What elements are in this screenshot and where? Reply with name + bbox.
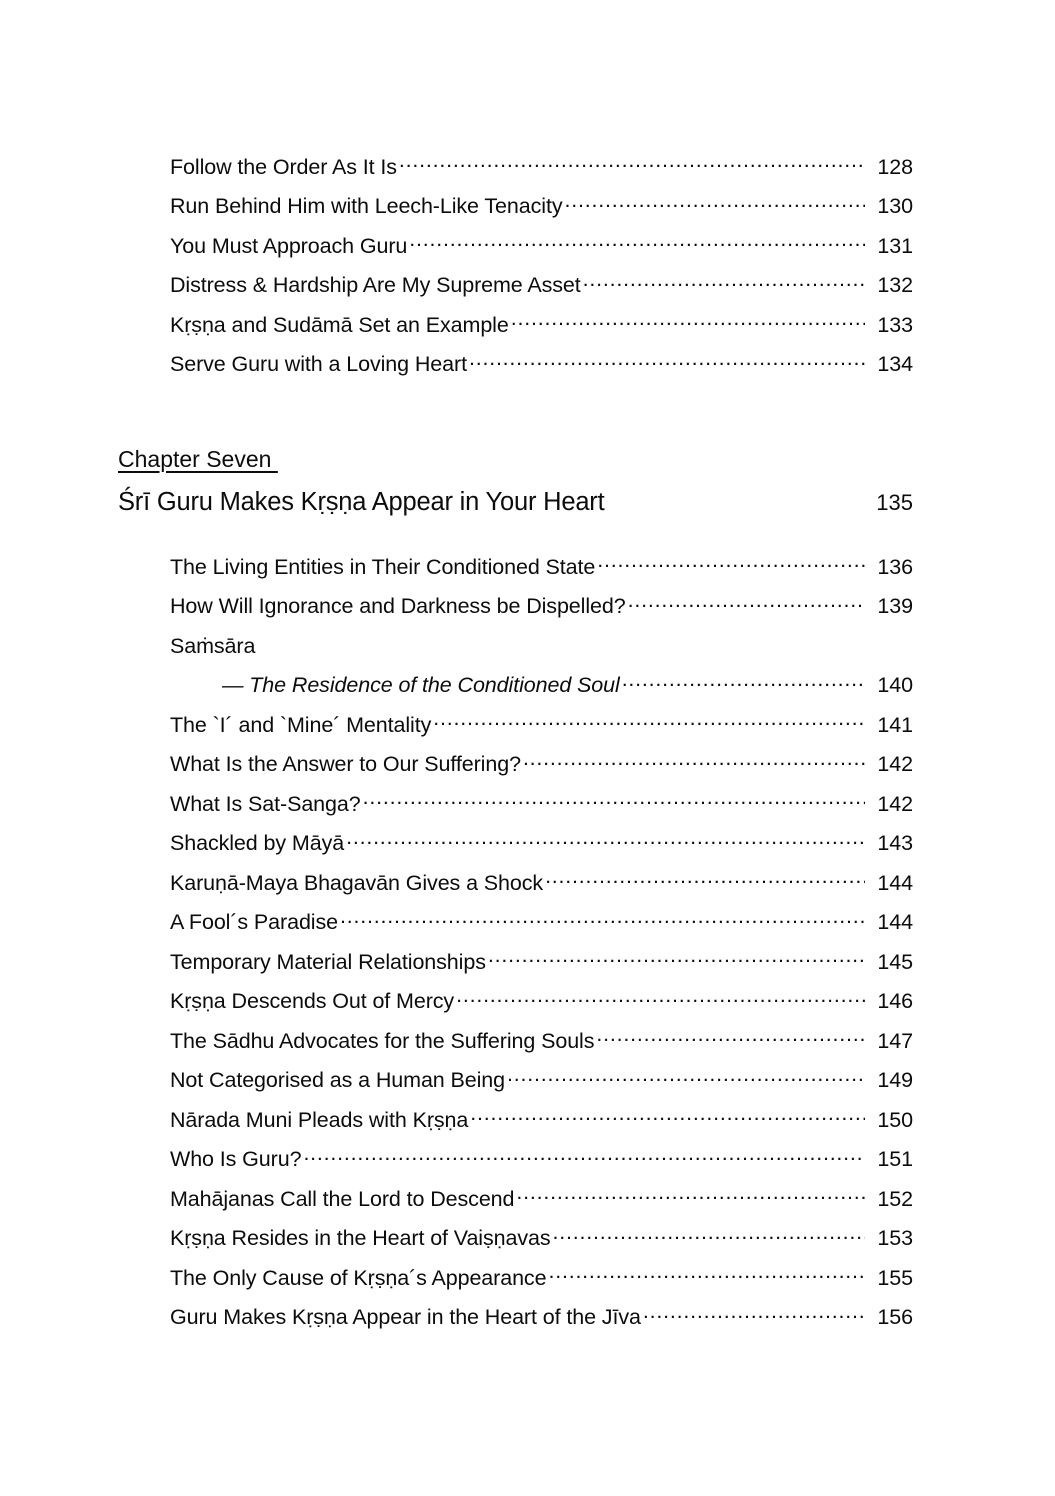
toc-entry-page-number: 131 (877, 233, 913, 258)
toc-dot-leader (545, 868, 865, 890)
toc-entry-page-number: 140 (877, 673, 913, 697)
toc-dot-leader (523, 750, 865, 772)
toc-entry-page-number: 139 (877, 594, 913, 618)
toc-entry-title: Distress & Hardship Are My Supreme Asset (170, 273, 581, 297)
toc-entry-title: Who Is Guru? (170, 1147, 302, 1171)
chapter-title-row (118, 488, 913, 517)
toc-dot-leader (507, 1066, 865, 1088)
toc-entry-page-number: 141 (877, 712, 913, 737)
toc-entry-page-number: 134 (877, 352, 913, 376)
toc-entry-title: Kṛṣṇa Descends Out of Mercy (170, 989, 455, 1013)
toc-entry[interactable] (118, 271, 913, 311)
toc-entry-page-number: 153 (877, 1226, 913, 1250)
toc-dot-leader (399, 152, 865, 174)
toc-entry-page-number: 155 (877, 1265, 913, 1290)
toc-entry[interactable] (118, 789, 913, 829)
toc-entry-page-number: 151 (877, 1147, 913, 1171)
toc-entry-title: Serve Guru with a Loving Heart (170, 352, 467, 376)
toc-entry[interactable] (118, 710, 913, 750)
toc-entry-page-number: 142 (877, 791, 913, 816)
toc-entry-page-number: 145 (877, 949, 913, 974)
toc-entry[interactable] (118, 868, 913, 908)
toc-entry[interactable] (118, 908, 913, 948)
toc-entry-title: How Will Ignorance and Darkness be Dispelled? (170, 594, 626, 618)
toc-dot-leader (628, 592, 865, 614)
toc-entry[interactable] (118, 350, 913, 390)
toc-entry[interactable] (118, 1263, 913, 1303)
toc-entry-title: Kṛṣṇa and Sudāmā Set an Example (170, 312, 509, 337)
toc-entry[interactable] (118, 947, 913, 987)
toc-entry[interactable] (118, 1026, 913, 1066)
toc-entry[interactable] (118, 750, 913, 790)
toc-dot-leader (469, 350, 865, 372)
chapter-label: Chapter Seven (118, 446, 278, 472)
toc-dot-leader (470, 1105, 865, 1127)
toc-entry[interactable] (118, 192, 913, 232)
toc-dot-leader (257, 631, 865, 653)
toc-entry[interactable] (118, 552, 913, 592)
toc-entry-title: Shackled by Māyā (170, 831, 345, 855)
toc-entry-page-number: 152 (877, 1186, 913, 1211)
toc-entry-title: A Fool´s Paradise (170, 910, 338, 934)
chapter-page-number: 135 (876, 490, 913, 515)
toc-entry-page-number: 149 (877, 1068, 913, 1092)
toc-entry-page-number: 144 (877, 910, 913, 934)
toc-entry-title: Temporary Material Relationships (170, 949, 486, 974)
toc-entry-title: Nārada Muni Pleads with Kṛṣṇa (170, 1107, 469, 1132)
toc-entry-page-number: 150 (877, 1107, 913, 1132)
toc-entry-page-number: 132 (877, 273, 913, 297)
toc-entry[interactable] (118, 829, 913, 869)
toc-entry-page-number: 133 (877, 312, 913, 337)
toc-dot-leader (596, 1026, 865, 1048)
toc-dot-leader (511, 310, 865, 332)
toc-entry-title: Saṁsāra (170, 633, 256, 658)
toc-entry[interactable] (118, 1066, 913, 1106)
toc-entry-title: Guru Makes Kṛṣṇa Appear in the Heart of the Jīva (170, 1305, 641, 1329)
toc-entry-title: Follow the Order As It Is (170, 154, 397, 179)
toc-entry[interactable] (118, 1224, 913, 1264)
toc-dot-leader (346, 829, 865, 851)
toc-top-section (118, 152, 913, 389)
toc-dot-leader (363, 789, 865, 811)
toc-entry-page-number: 156 (877, 1305, 913, 1329)
toc-entry-title: Kṛṣṇa Resides in the Heart of Vaiṣṇavas (170, 1226, 551, 1250)
toc-dot-leader (553, 1224, 865, 1246)
toc-dot-leader (643, 1303, 865, 1325)
toc-entry[interactable] (118, 152, 913, 192)
toc-entry[interactable] (118, 1303, 913, 1343)
toc-dot-leader (583, 271, 865, 293)
toc-entry-title: Not Categorised as a Human Being (170, 1068, 506, 1092)
toc-entry-page-number: 142 (877, 752, 913, 776)
toc-entry-page-number: 146 (877, 989, 913, 1013)
toc-dot-leader (516, 1184, 865, 1206)
toc-dot-leader (456, 987, 865, 1009)
toc-entry-title: — The Residence of the Conditioned Soul (222, 673, 620, 697)
toc-dot-leader (548, 1263, 865, 1285)
toc-entry-title: The Living Entities in Their Conditioned State (170, 554, 596, 579)
toc-entry-title: The `I´ and `Mine´ Mentality (170, 712, 432, 737)
toc-entry[interactable] (118, 592, 913, 632)
toc-entry[interactable] (118, 310, 913, 350)
toc-entry-page-number: 143 (877, 831, 913, 855)
toc-entry-title: The Only Cause of Kṛṣṇa´s Appearance (170, 1265, 547, 1290)
toc-entry[interactable] (118, 987, 913, 1027)
toc-entry[interactable] (118, 671, 913, 711)
toc-entry[interactable] (118, 1105, 913, 1145)
chapter-title: Śrī Guru Makes Kṛṣṇa Appear in Your Heart (118, 488, 605, 516)
toc-entry-title: Karuṇā-Maya Bhagavān Gives a Shock (170, 870, 544, 895)
toc-dot-leader (409, 231, 865, 253)
toc-entry-title: What Is Sat-Sanga? (170, 791, 361, 816)
toc-chapter-section (118, 552, 913, 1342)
toc-dot-leader (340, 908, 865, 930)
toc-entry[interactable] (118, 631, 913, 671)
toc-entry-page-number: 136 (877, 554, 913, 579)
toc-dot-leader (433, 710, 865, 732)
toc-entry-title: Mahājanas Call the Lord to Descend (170, 1186, 515, 1211)
toc-entry-title: You Must Approach Guru (170, 233, 408, 258)
toc-entry-title: What Is the Answer to Our Suffering? (170, 752, 521, 776)
toc-dot-leader (597, 552, 865, 574)
toc-dot-leader (564, 192, 865, 214)
toc-entry[interactable] (118, 231, 913, 271)
toc-dot-leader (303, 1145, 865, 1167)
toc-entry[interactable] (118, 1145, 913, 1185)
toc-entry-title: The Sādhu Advocates for the Suffering Souls (170, 1028, 595, 1053)
toc-entry-page-number: 147 (877, 1028, 913, 1053)
toc-entry[interactable] (118, 1184, 913, 1224)
toc-dot-leader (622, 671, 865, 693)
toc-entry-page-number: 128 (877, 154, 913, 179)
toc-dot-leader (488, 947, 865, 969)
toc-entry-page-number: 130 (877, 194, 913, 218)
toc-entry-title: Run Behind Him with Leech-Like Tenacity (170, 194, 563, 218)
toc-entry-page-number: 144 (877, 870, 913, 895)
